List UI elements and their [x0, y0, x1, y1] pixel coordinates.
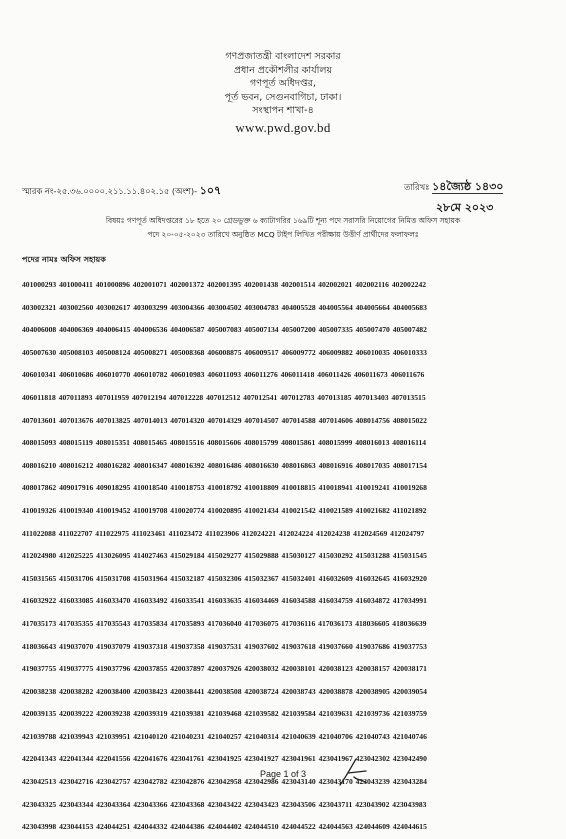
roll-row: 401000293 401000411 401000896 402001071 402001372 402001395 402001438 402001514 402002021 402002116 402002242	[22, 280, 427, 289]
roll-row: 406011818 407011893 407011959 407012194 407012228 407012512 407012541 407012783 407013185 407013403 407013515	[22, 392, 426, 402]
subject-line: পদে ২০-০৫-২০২৩ তারিখে অনুষ্ঠিত MCQ টাইপ লিখিত পরীক্ষায় উত্তীর্ণ প্রার্থীদের ফলাফলঃ	[147, 230, 419, 239]
post-name: পদের নামঃ অফিস সহায়ক	[22, 255, 106, 264]
roll-row: 406010341 406010686 406010770 406010782 406010983 406011093 406011276 406011418 406011426 406011673 406011676	[22, 370, 425, 380]
roll-row: 420039135 420039222 420039238 420039319 421039381 421039468 421039582 421039584 421039631 421039736 421039759	[22, 709, 427, 719]
subject	[0, 214, 566, 242]
roll-row: 408017862 409017916 409018295 410018540 410018753 410018792 410018809 410018815 410018941 410019241 410019268	[22, 483, 427, 493]
roll-row: 423043998 423044153 424044251 424044332 424044386 424044402 424044510 424044522 424044563 424044609 424044615	[22, 822, 427, 832]
roll-row: 415031565 415031706 415031708 415031964 415032187 415032306 415032367 415032401 416032609 416032645 416032920	[22, 573, 427, 583]
roll-row: 422041343 422041344 422041556 422041676 423041761 423041925 423041927 423041961 423041967 423042302 423042490	[22, 754, 427, 764]
date-label: তারিখঃ	[404, 182, 430, 192]
roll-row: 408016210 408016212 408016282 408016347 408016392 408016486 408016630 408016863 408016916 408017035 408017154	[22, 460, 427, 470]
roll-row: 405007630 405008103 405008124 405008271 405008368 406008875 406009517 406009772 406009882 406010035 406010333	[22, 347, 427, 357]
roll-number-list	[22, 274, 552, 839]
roll-row: 410019326 410019340 410019452 410019708 410020774 410020895 410021434 410021542 410021589 410021682 411021892	[22, 505, 427, 515]
date-bangla: ১৪জ্যৈষ্ঠ ১৪৩০	[432, 180, 504, 193]
roll-row: 418036643 419037070 419037079 419037318 419037358 419037531 419037602 419037618 419037660 419037686 419037753	[22, 641, 427, 651]
page-number: Page 1 of 3	[259, 769, 307, 779]
office-header	[0, 50, 566, 136]
header-line: গণপ্রজাতন্ত্রী বাংলাদেশ সরকার	[225, 51, 341, 62]
roll-row: 417035173 417035355 417035543 417035834 417035893 417036040 417036075 417036116 417036173 418036605 418036639	[22, 618, 427, 628]
roll-row: 423042513 423042716 423042757 423042782 423042876 423042958 423042986 423043140 423043170 423043239 423043284	[22, 777, 427, 787]
roll-row: 404006008 404006369 404006415 404006536 404006587 405007083 405007134 405007200 405007335 405007470 405007482	[22, 325, 427, 335]
roll-row: 423043325 423043344 423043364 423043366 423043368 423043422 423043423 423043506 423043711 423043902 423043983	[22, 799, 427, 809]
header-line: পূর্ত ভবন, সেগুনবাগিচা, ঢাকা।	[224, 91, 342, 103]
date-english: ২৮মে ২০২৩	[436, 201, 494, 214]
roll-row: 420038238 420038282 420038400 420038423 420038441 420038508 420038724 420038743 420038878 420038905 420039054	[22, 686, 427, 696]
website-link[interactable]: www.pwd.gov.bd	[235, 119, 331, 135]
date-block	[404, 178, 503, 218]
memo-number: ১০৭	[199, 184, 222, 197]
roll-row: 408015093 408015119 408015351 408015465 408015516 408015606 408015799 408015861 408015999 408016013 408016114	[22, 438, 427, 448]
roll-row: 419037755 419037775 419037796 420037855 420037897 420037926 420038032 420038101 420038123 420038157 420038171	[22, 664, 427, 674]
roll-row: 421039788 421039943 421039951 421040120 421040231 421040257 421040314 421040639 421040706 421040743 421040746	[22, 731, 427, 741]
subject-line: বিষয়ঃ গণপূর্ত অধিদপ্তরের ১৮ হতে ২০ গ্রেডভুক্ত ৬ ক্যাটাগরির ১৬৯টি শূন্য পদে সরাসরি নিয়োগের নিমিত্ত অফিস সহায়ক	[105, 216, 461, 225]
roll-row: 416032922 416033085 416033470 416033492 416033541 416033635 416034469 416034588 416034759 416034872 417034991	[22, 596, 427, 606]
header-line: প্রধান প্রকৌশলীর কার্যালয়	[233, 64, 333, 76]
roll-row: 412024980 412025225 413026095 414027463 415029184 415029277 415029888 415030127 415030292 415031288 415031545	[22, 551, 427, 561]
roll-row: 407013601 407013676 407013825 407014013 407014320 407014329 407014507 407014588 407014606 408014756 408015022	[22, 415, 427, 425]
header-line: সংস্থাপন শাখা-৪	[252, 105, 314, 116]
memo-label: স্মারক নং-২৫.৩৬.০০০০.২১১.১১.৪০২.১৫ (অংশ)-	[22, 186, 198, 196]
roll-row: 403002321 403002560 403002617 403003299 403004366 403004502 403004783 404005528 404005564 404005664 404005683	[22, 302, 427, 312]
header-line: গণপূর্ত অধিদপ্তর,	[250, 78, 316, 89]
roll-row: 411022088 411022707 411022975 411023461 411023472 411023906 412024221 412024224 412024238 412024569 412024797	[22, 528, 425, 538]
memo-reference	[22, 182, 221, 201]
